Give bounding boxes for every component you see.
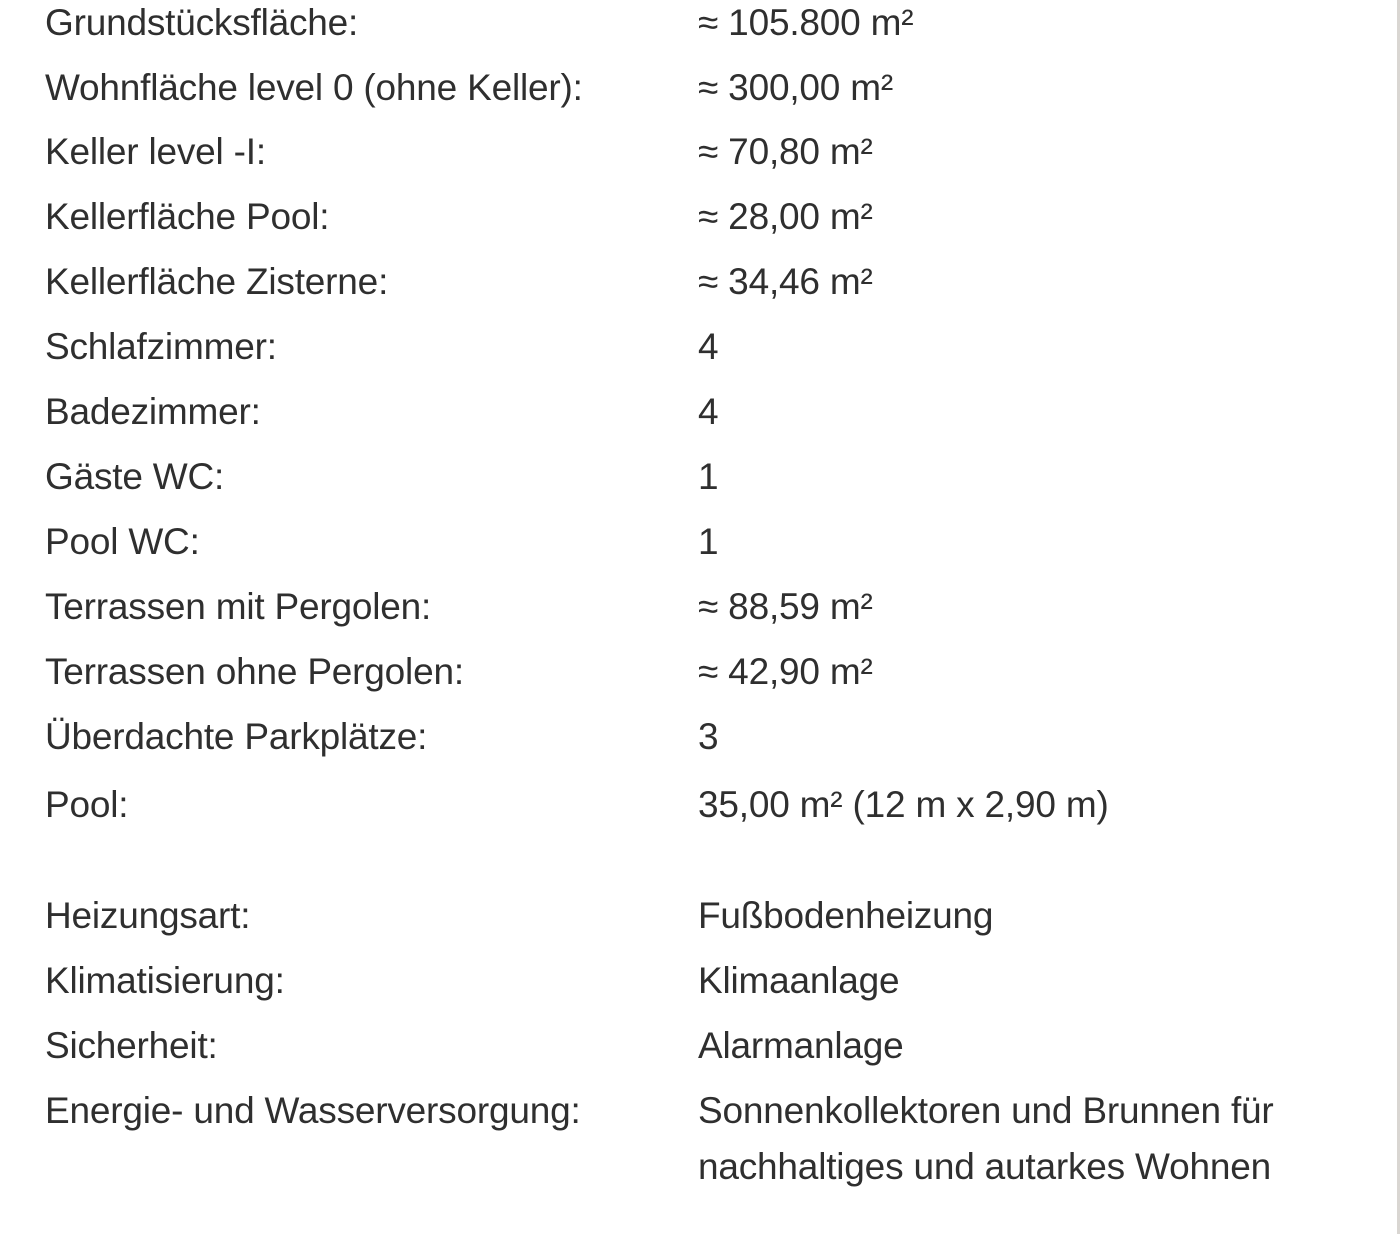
amenity-label: Energie- und Wasserversorgung: — [45, 1090, 581, 1131]
spec-value: ≈ 42,90 m² — [698, 651, 873, 692]
spec-value: ≈ 28,00 m² — [698, 196, 873, 237]
spec-label: Terrassen ohne Pergolen: — [45, 651, 464, 692]
spec-value: ≈ 34,46 m² — [698, 261, 873, 302]
amenity-label: Heizungsart: — [45, 895, 251, 936]
amenity-label: Klimatisierung: — [45, 960, 285, 1001]
spec-label: Überdachte Parkplätze: — [45, 716, 428, 757]
spec-label: Schlafzimmer: — [45, 326, 277, 367]
amenity-value-line-2: nachhaltiges und autarkes Wohnen — [698, 1146, 1271, 1187]
spec-value: 4 — [698, 326, 719, 367]
spec-label: Badezimmer: — [45, 391, 261, 432]
spec-value: ≈ 70,80 m² — [698, 131, 873, 172]
amenity-value — [698, 1083, 1348, 1195]
spec-value: 1 — [698, 521, 719, 562]
spec-value: 1 — [698, 456, 719, 497]
spec-label: Grundstücksfläche: — [45, 2, 359, 43]
amenity-value: Alarmanlage — [698, 1025, 904, 1066]
amenity-value: Klimaanlage — [698, 960, 900, 1001]
spec-label: Gäste WC: — [45, 456, 225, 497]
spec-value: ≈ 300,00 m² — [698, 67, 893, 108]
amenity-value: Fußbodenheizung — [698, 895, 994, 936]
amenity-label: Sicherheit: — [45, 1025, 218, 1066]
spec-label: Kellerfläche Pool: — [45, 196, 330, 237]
spec-label: Pool: — [45, 784, 129, 825]
spec-value: 35,00 m² (12 m x 2,90 m) — [698, 784, 1109, 825]
spec-label: Terrassen mit Pergolen: — [45, 586, 432, 627]
spec-value: 3 — [698, 716, 719, 757]
amenity-value-line-1: Sonnenkollektoren und Brunnen für — [698, 1090, 1274, 1131]
spec-label: Keller level -I: — [45, 131, 266, 172]
spec-value: 4 — [698, 391, 719, 432]
spec-label: Pool WC: — [45, 521, 200, 562]
spec-value: ≈ 88,59 m² — [698, 586, 873, 627]
spec-label: Wohnfläche level 0 (ohne Keller): — [45, 67, 583, 108]
spec-label: Kellerfläche Zisterne: — [45, 261, 389, 302]
spec-value: ≈ 105.800 m² — [698, 2, 914, 43]
